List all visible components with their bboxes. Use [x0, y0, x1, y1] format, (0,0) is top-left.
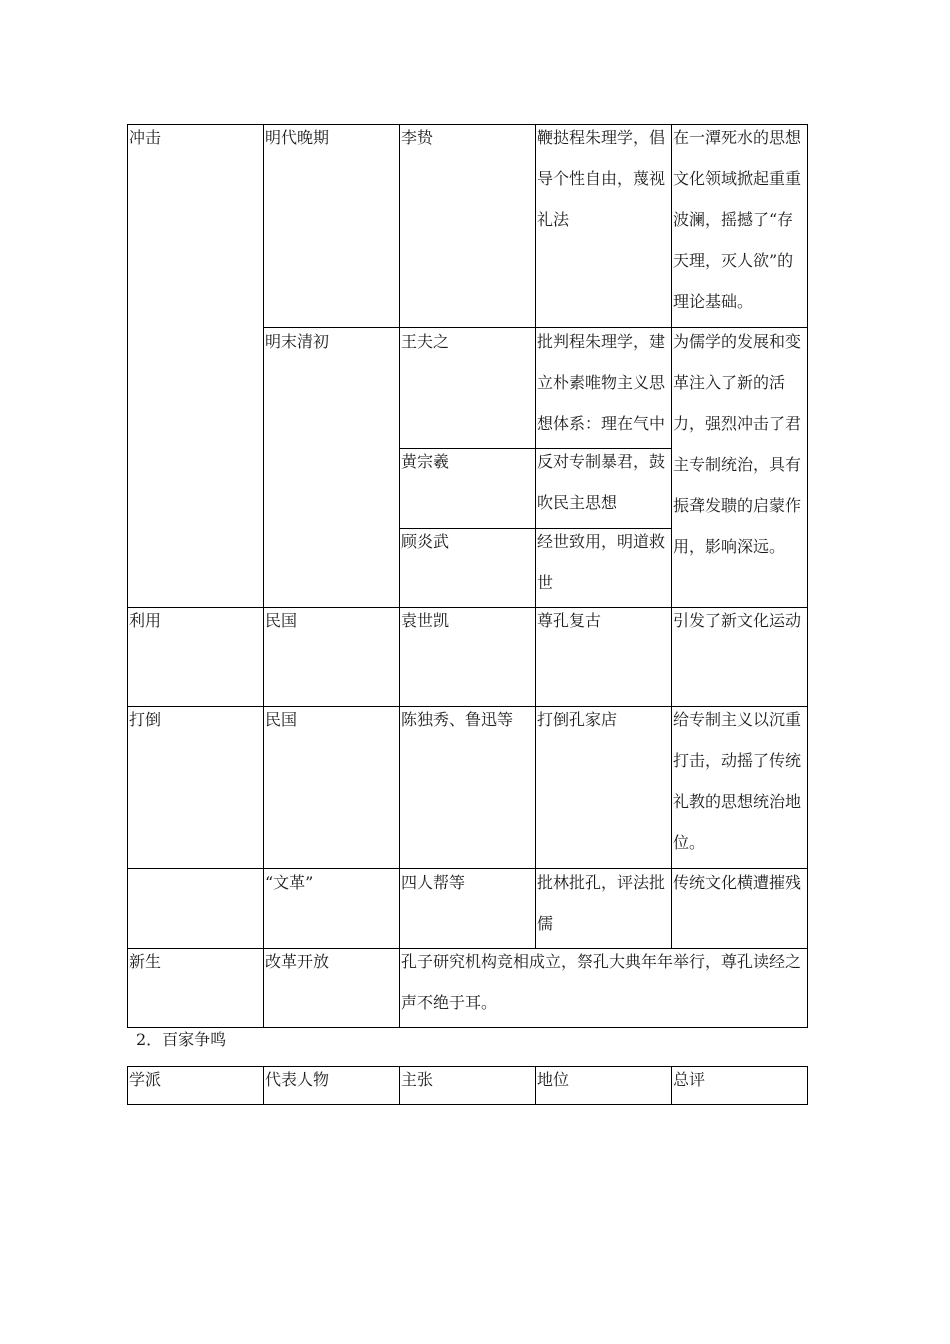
person-cell: 顾炎武 [401, 532, 450, 551]
table-header-cell: 学派 [129, 1070, 162, 1089]
section-heading: 2．百家争鸣 [136, 1030, 227, 1049]
content-cell: 鞭挞程朱理学，倡导个性自由，蔑视礼法 [537, 128, 666, 229]
person-cell: 四人帮等 [401, 873, 466, 892]
table-header-cell: 总评 [673, 1070, 706, 1089]
category-cell: 新生 [129, 952, 162, 971]
content-cell: 反对专制暴君，鼓吹民主思想 [537, 452, 666, 512]
person-cell: 袁世凯 [401, 611, 450, 630]
person-cell: 黄宗羲 [401, 452, 450, 471]
merged-cell: 孔子研究机构竞相成立，祭孔大典年年举行，尊孔读经之声不绝于耳。 [401, 952, 802, 1012]
period-cell: 明末清初 [265, 332, 330, 351]
impact-cell: 传统文化横遭摧残 [673, 873, 802, 892]
category-cell: 利用 [129, 611, 162, 630]
impact-cell: 在一潭死水的思想文化领域掀起重重波澜，摇撼了“存天理，灭人欲”的理论基础。 [673, 128, 802, 311]
period-cell: “文革” [265, 873, 314, 892]
content-cell: 经世致用，明道救世 [537, 532, 666, 592]
period-cell: 民国 [265, 611, 298, 630]
impact-cell: 为儒学的发展和变革注入了新的活力，强烈冲击了君主专制统治，具有振聋发聩的启蒙作用，影响深远。 [673, 332, 802, 556]
impact-cell: 给专制主义以沉重打击，动摇了传统礼教的思想统治地位。 [673, 710, 802, 852]
content-cell: 尊孔复古 [537, 611, 602, 630]
period-cell: 民国 [265, 710, 298, 729]
table-header-cell: 地位 [537, 1070, 570, 1089]
person-cell: 李贽 [401, 128, 434, 147]
content-cell: 批林批孔，评法批儒 [537, 873, 666, 933]
period-cell: 明代晚期 [265, 128, 330, 147]
person-cell: 陈独秀、鲁迅等 [401, 710, 514, 729]
table-border [127, 124, 128, 1028]
table-border [127, 1027, 808, 1028]
table-header-cell: 主张 [401, 1070, 434, 1089]
person-cell: 王夫之 [401, 332, 450, 351]
table-border [807, 1066, 808, 1105]
content-cell: 批判程朱理学，建立朴素唯物主义思想体系：理在气中 [537, 332, 666, 433]
impact-cell: 引发了新文化运动 [673, 611, 802, 630]
category-cell: 打倒 [129, 710, 162, 729]
category-cell: 冲击 [129, 128, 162, 147]
table-header-cell: 代表人物 [265, 1070, 330, 1089]
content-cell: 打倒孔家店 [537, 710, 618, 729]
period-cell: 改革开放 [265, 952, 330, 971]
table-border [127, 1104, 808, 1105]
